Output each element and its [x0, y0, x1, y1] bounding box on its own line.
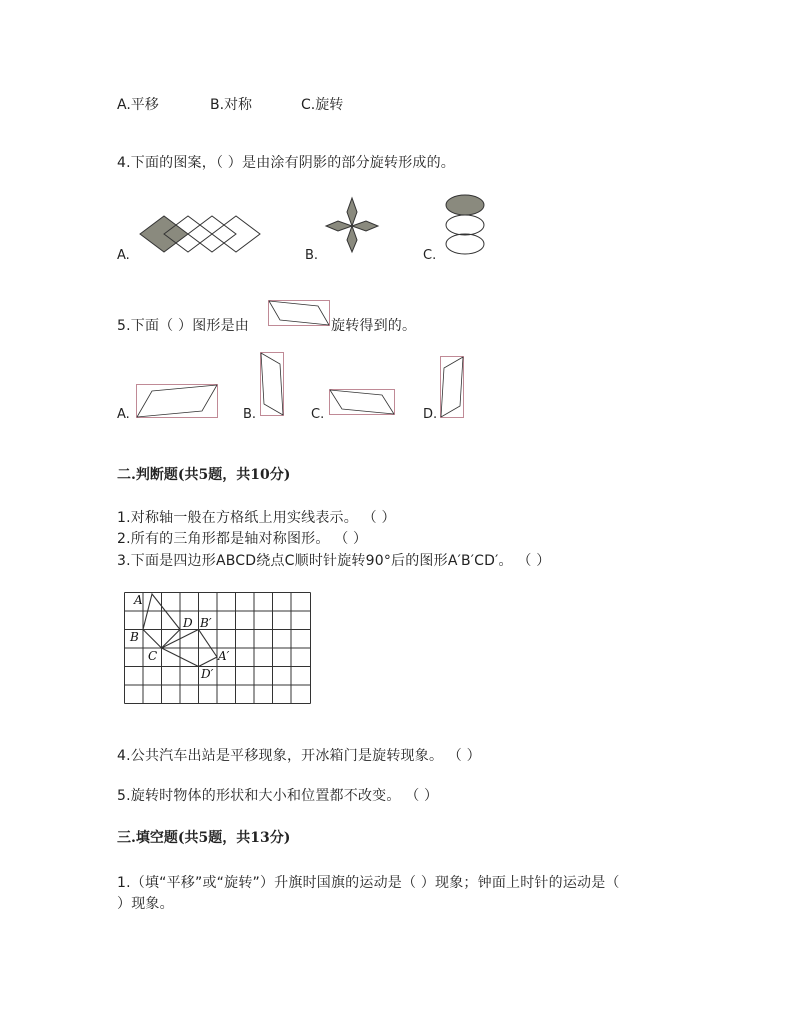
judge-item-2: 2.所有的三角形都是轴对称图形。 （ ） — [117, 531, 368, 547]
grid-label-a-prime: A′ — [218, 649, 230, 663]
grid-label-d-prime: D′ — [201, 667, 214, 681]
question-5-text-before: 5.下面（ ）图形是由 — [117, 318, 250, 334]
q5-reference-rectangle — [268, 300, 330, 326]
judge-item-3: 3.下面是四边形ABCD绕点C顺时针旋转90°后的图形A′B′CD′。 （ ） — [117, 553, 551, 569]
question-5-text-after: 旋转得到的。 — [331, 318, 417, 334]
q4-figure-b — [324, 196, 380, 254]
q4-figure-a — [138, 214, 268, 254]
q5-figure-a — [136, 384, 218, 418]
judge-item-4: 4.公共汽车出站是平移现象，开冰箱门是旋转现象。 （ ） — [117, 748, 481, 764]
q5-figure-d — [440, 356, 464, 418]
section-2-title: 二.判断题(共5题，共10分) — [117, 467, 291, 483]
judge-item-1: 1.对称轴一般在方格纸上用实线表示。 （ ） — [117, 510, 396, 526]
q4-option-b-label[interactable]: B. — [305, 248, 319, 263]
option-c-rotation[interactable]: C.旋转 — [301, 97, 344, 113]
q5-figure-b — [260, 352, 284, 416]
grid-label-b-prime: B′ — [200, 616, 212, 630]
fill-item-1-line-1: 1.（填“平移”或“旋转”）升旗时国旗的运动是（ ）现象；钟面上时针的运动是（ — [117, 875, 620, 891]
judge-item-5: 5.旋转时物体的形状和大小和位置都不改变。 （ ） — [117, 788, 439, 804]
q4-option-c-label[interactable]: C. — [423, 248, 437, 263]
grid-label-d: D — [183, 616, 193, 630]
section-3-title: 三.填空题(共5题，共13分) — [117, 830, 291, 846]
grid-label-b: B — [130, 630, 139, 644]
grid-label-c: C — [148, 649, 158, 663]
q5-figure-c — [329, 389, 395, 415]
option-a-translation[interactable]: A.平移 — [117, 97, 159, 113]
q4-figure-c — [444, 194, 486, 256]
q5-option-d-label[interactable]: D. — [423, 407, 438, 422]
option-b-symmetry[interactable]: B.对称 — [210, 97, 253, 113]
q4-option-a-label[interactable]: A. — [117, 248, 130, 263]
q5-option-b-label[interactable]: B. — [243, 407, 257, 422]
q5-option-c-label[interactable]: C. — [311, 407, 325, 422]
q5-option-a-label[interactable]: A. — [117, 407, 130, 422]
grid-label-a: A — [134, 593, 143, 607]
rotation-grid-figure — [124, 592, 312, 704]
question-4-text: 4.下面的图案，（ ）是由涂有阴影的部分旋转形成的。 — [117, 155, 456, 171]
fill-item-1-line-2: ）现象。 — [117, 896, 174, 912]
